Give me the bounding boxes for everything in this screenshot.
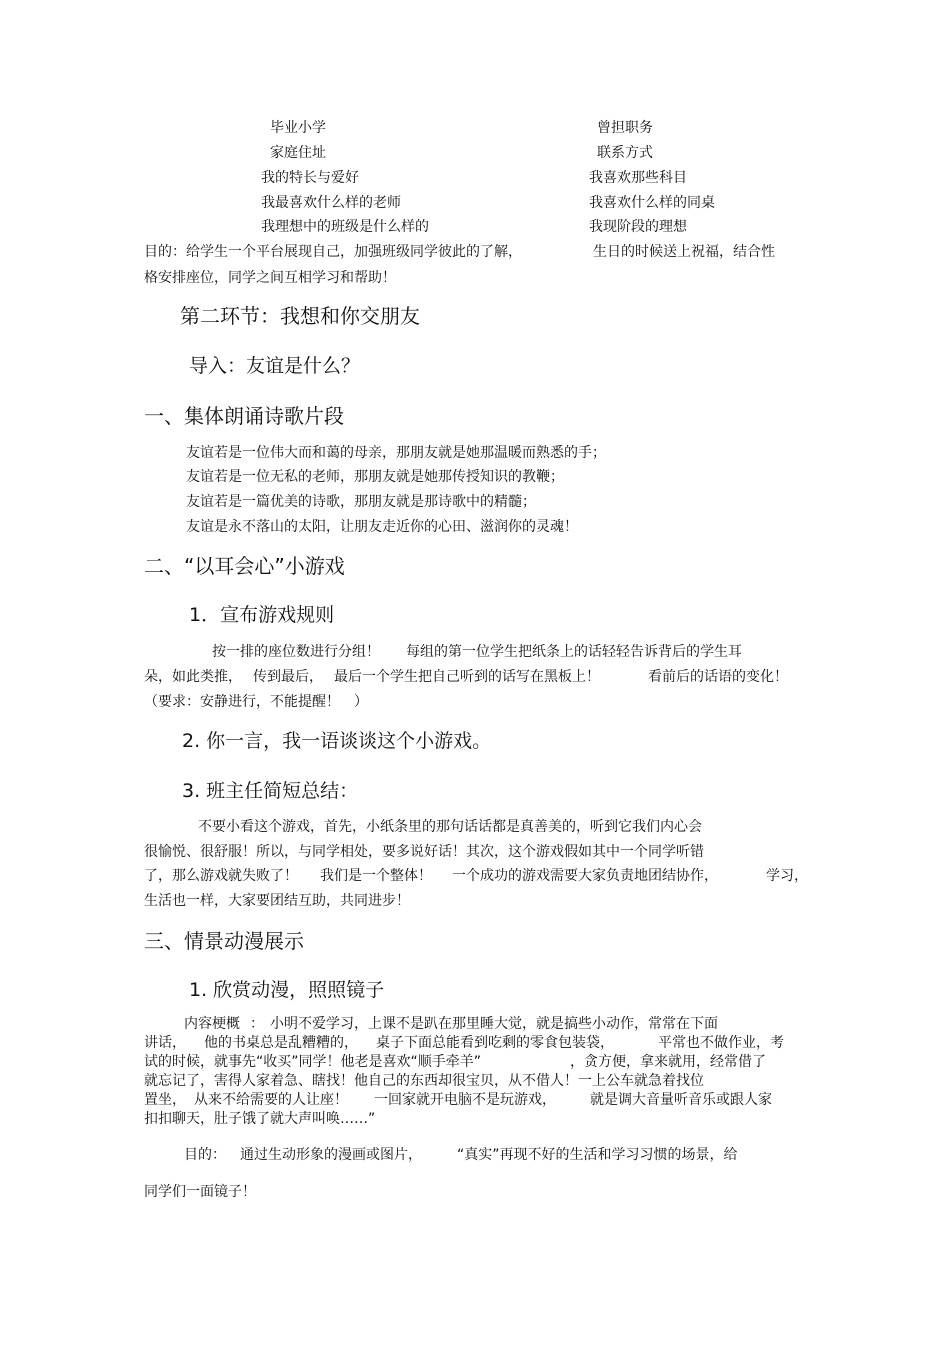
part2-heading: 二、“以耳会心”小游戏 [144,554,345,578]
poem-line-1: 友谊若是一位伟大而和蔼的母亲，那朋友就是她那温暖而熟悉的手； [186,445,606,461]
purpose2-l2: 同学们一面镜子！ [144,1184,256,1200]
purpose1-line1-b: 生日的时候送上祝福，结合性 [593,244,775,260]
rules-l2-b: 传到最后， [253,669,323,685]
form-label-contact: 联系方式 [597,145,653,161]
form-label-home-address: 家庭住址 [270,145,326,161]
form-label-hobbies: 我的特长与爱好 [261,170,359,186]
rules-l2-a: 朵，如此类推， [144,669,242,685]
section2-title: 第二环节：我想和你交朋友 [180,304,420,328]
summary-l2: 很愉悦、很舒服！所以，与同学相处，要多说好话！其次，这个游戏假如其中一个同学听错 [144,844,704,860]
content-l5-d: 就是调大音量听音乐或跟人家 [590,1092,772,1108]
summary-l3-a: 了，那么游戏就失败了！ [144,868,298,884]
content-l5-c: 一回家就开电脑不是玩游戏， [374,1092,556,1108]
purpose2-l1-a: 目的： [184,1147,226,1163]
summary-l3-b: 我们是一个整体！ [320,868,432,884]
form-label-graduated-school: 毕业小学 [270,120,326,136]
content-l2-c: 桌子下面总能看到吃剩的零食包装袋， [376,1035,614,1051]
poem-line-2: 友谊若是一位无私的老师，那朋友就是她那传授知识的教鞭； [186,469,564,485]
rules-l2-d: 看前后的话语的变化！ [648,669,788,685]
purpose1-line1-a: 目的：给学生一个平台展现自己，加强班级同学彼此的了解， [144,244,522,260]
content-l6: 扣扣聊天，肚子饿了就大声叫唤……” [144,1111,376,1127]
content-l2-d: 平常也不做作业，考 [658,1035,784,1051]
rules-l1-b: 每组的第一位学生把纸条上的话轻轻告诉背后的学生耳 [406,644,742,660]
form-label-ideal-class: 我理想中的班级是什么样的 [261,219,429,235]
content-l1-a: 内容梗概 [184,1016,240,1032]
part2-sub1: 1．宣布游戏规则 [189,604,335,626]
summary-l3-c: 一个成功的游戏需要大家负责地团结协作， [452,868,718,884]
poem-line-4: 友谊是永不落山的太阳，让朋友走近你的心田、滋润你的灵魂！ [186,519,578,535]
form-label-fav-subjects: 我喜欢那些科目 [589,170,687,186]
content-l2-a: 讲话， [144,1035,186,1051]
form-label-fav-teacher: 我最喜欢什么样的老师 [261,195,401,211]
content-l1-c: 小明不爱学习，上课不是趴在那里睡大觉，就是搞些小动作，常常在下面 [270,1016,718,1032]
section2-intro: 导入：友谊是什么？ [189,355,361,377]
part3-sub1: 1. 欣赏动漫，照照镜子 [189,979,385,1001]
purpose2-l1-c: “真实”再现不好的生活和学习习惯的场景，给 [457,1147,738,1163]
part1-heading: 一、集体朗诵诗歌片段 [144,404,344,428]
purpose1-line2: 格安排座位，同学之间互相学习和帮助！ [144,270,396,286]
summary-l4: 生活也一样，大家要团结互助，共同进步！ [144,893,410,909]
rules-l1-a: 按一排的座位数进行分组！ [212,644,380,660]
part2-sub3: 3. 班主任简短总结： [182,780,359,802]
purpose2-l1-b: 通过生动形象的漫画或图片， [240,1147,422,1163]
form-label-former-position: 曾担职务 [597,120,653,136]
content-l3-a: 试的时候，就事先“收买”同学！他老是喜欢“顺手牵羊” [144,1054,482,1070]
poem-line-3: 友谊若是一篇优美的诗歌，那朋友就是那诗歌中的精髓； [186,494,536,510]
content-l5-b: 从来不给需要的人让座！ [194,1092,348,1108]
part3-heading: 三、情景动漫展示 [144,929,304,953]
summary-l3-d: 学习， [766,868,808,884]
summary-l1: 不要小看这个游戏，首先，小纸条里的那句话话都是真善美的，听到它我们内心会 [198,819,702,835]
content-l5-a: 置坐， [144,1092,186,1108]
rules-l2-c: 最后一个学生把自己听到的话写在黑板上！ [334,669,600,685]
content-l3-b: ，贪方便，拿来就用，经常借了 [570,1054,766,1070]
part2-sub2: 2. 你一言，我一语谈谈这个小游戏。 [182,730,492,752]
form-label-current-ideal: 我现阶段的理想 [589,219,687,235]
rules-l3: （要求：安静进行，不能提醒！ ） [144,694,368,710]
content-l4: 就忘记了，害得人家着急、瞎找！他自己的东西却很宝贝，从不借人！一上公车就急着找位 [144,1073,704,1089]
content-l2-b: 他的书桌总是乱糟糟的， [204,1035,358,1051]
form-label-fav-deskmate: 我喜欢什么样的同桌 [589,195,715,211]
content-l1-b: ： [250,1016,264,1032]
